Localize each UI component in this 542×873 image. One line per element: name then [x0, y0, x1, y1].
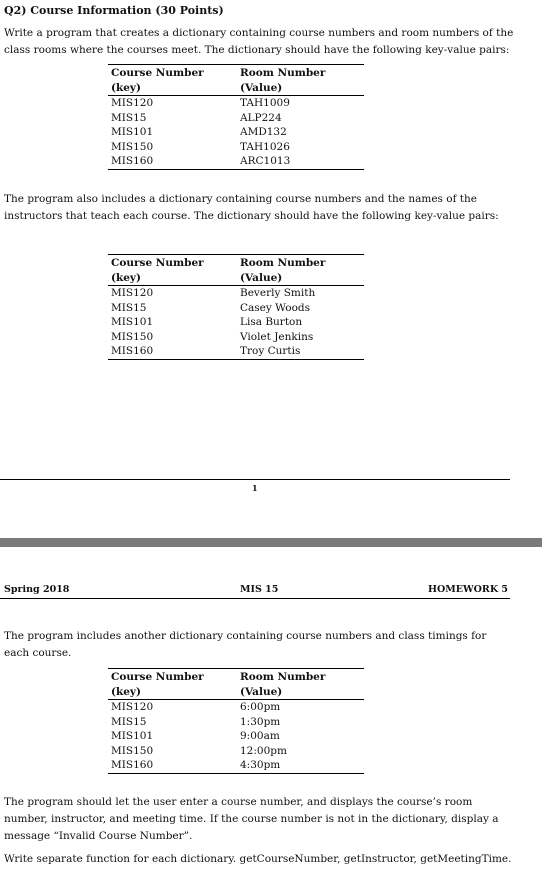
course-number-cell: MIS15	[111, 111, 147, 124]
course-number-cell: MIS120	[111, 97, 154, 109]
course-number-cell: MIS160	[108, 154, 237, 169]
course-number-cell: MIS101	[111, 126, 154, 138]
intro-paragraph: Write a program that creates a dictionary containing course numbers and room numbers of the class rooms where the courses meet. The dictionary should have the following key-value pairs:	[4, 27, 514, 56]
header-course: MIS 15	[240, 584, 279, 595]
course-number-cell: MIS160	[108, 758, 237, 773]
header-assignment: HOMEWORK 5	[427, 584, 508, 595]
value-cell: TAH1026	[240, 140, 290, 153]
value-cell: ALP224	[240, 111, 282, 124]
table-row	[108, 140, 364, 155]
page-break	[0, 538, 542, 547]
table-row	[108, 758, 364, 773]
page-number: 1	[252, 483, 258, 493]
table-row	[108, 729, 364, 744]
course-number-cell: MIS101	[111, 730, 154, 742]
page-header-rule	[0, 598, 510, 599]
value-cell: 12:00pm	[240, 744, 287, 757]
column-subheader-value: (Value)	[237, 685, 364, 700]
table-row	[108, 301, 364, 316]
course-number-cell: MIS150	[111, 330, 154, 343]
table-row	[108, 96, 364, 111]
column-subheader-key: (key)	[108, 81, 237, 96]
course-number-cell: MIS120	[111, 701, 154, 713]
instructor-dictionary-table	[108, 254, 364, 360]
value-cell: ARC1013	[237, 154, 364, 169]
column-subheader-key: (key)	[108, 271, 237, 286]
value-cell: TAH1009	[240, 97, 290, 109]
table-row	[108, 744, 364, 759]
column-header-key: Course Number	[108, 65, 237, 81]
course-number-cell: MIS160	[108, 344, 237, 359]
value-cell: Beverly Smith	[240, 287, 316, 299]
value-cell: 6:00pm	[240, 701, 281, 713]
column-subheader-key: (key)	[108, 685, 237, 700]
instructor-paragraph: The program also includes a dictionary containing course numbers and the names of the instructors that teach each course. The dictionary should have the following key-value pairs:	[4, 193, 499, 222]
value-cell: Lisa Burton	[240, 316, 303, 328]
table-row	[108, 286, 364, 301]
column-header-key: Course Number	[108, 255, 237, 271]
column-header-value: Room Number	[237, 669, 364, 685]
table-row	[108, 700, 364, 715]
course-number-cell: MIS150	[111, 744, 154, 757]
course-number-cell: MIS150	[111, 140, 154, 153]
table-row	[108, 125, 364, 140]
table-row	[108, 330, 364, 345]
page-footer-rule	[0, 479, 510, 480]
value-cell: Casey Woods	[240, 301, 310, 314]
course-number-cell: MIS120	[111, 287, 154, 299]
course-number-cell: MIS15	[111, 715, 147, 728]
table-row	[108, 315, 364, 330]
timing-dictionary-table	[108, 668, 364, 774]
requirements-paragraph: The program should let the user enter a course number, and displays the course’s room number, instructor, and meeting time. If the course number is not in the dictionary, display a message “Invalid Course Number”.	[4, 796, 499, 842]
room-dictionary-table	[108, 64, 364, 170]
column-header-value: Room Number	[237, 255, 364, 271]
header-semester: Spring 2018	[4, 584, 70, 595]
value-cell: 1:30pm	[240, 715, 281, 728]
value-cell: Troy Curtis	[237, 344, 364, 359]
column-header-key: Course Number	[108, 669, 237, 685]
column-subheader-value: (Value)	[237, 271, 364, 286]
course-number-cell: MIS101	[111, 316, 154, 328]
column-subheader-value: (Value)	[237, 81, 364, 96]
course-number-cell: MIS15	[111, 301, 147, 314]
value-cell: Violet Jenkins	[240, 330, 314, 343]
timing-paragraph: The program includes another dictionary containing course numbers and class timings for each course.	[4, 630, 487, 659]
value-cell: 9:00am	[240, 730, 280, 742]
functions-paragraph: Write separate function for each dictionary. getCourseNumber, getInstructor, getMeetingTime.	[4, 853, 512, 865]
table-row	[108, 154, 364, 169]
table-row	[108, 715, 364, 730]
table-row	[108, 111, 364, 126]
question-title: Q2) Course Information (30 Points)	[4, 4, 224, 17]
column-header-value: Room Number	[237, 65, 364, 81]
value-cell: 4:30pm	[237, 758, 364, 773]
table-row	[108, 344, 364, 359]
value-cell: AMD132	[240, 126, 287, 138]
